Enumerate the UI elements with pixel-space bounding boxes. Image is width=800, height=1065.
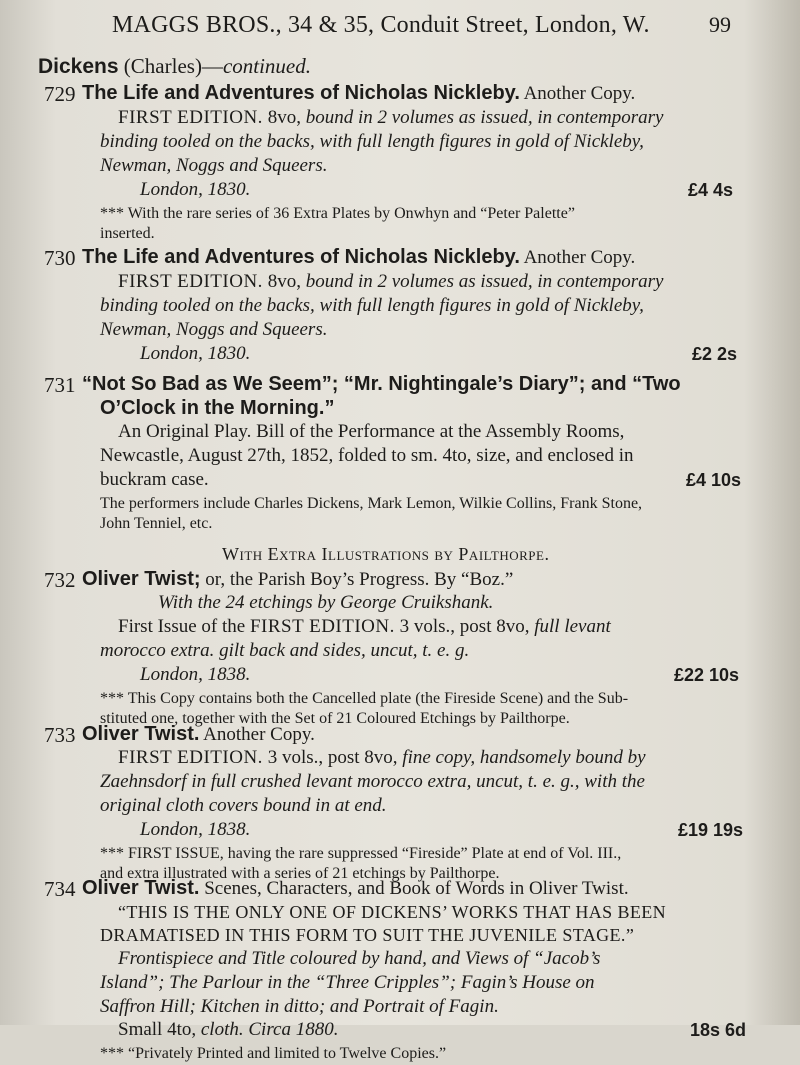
binding-text: fine copy, handsomely bound by — [402, 747, 646, 768]
binding-text: bound in 2 volumes as issued, in contemporary — [305, 107, 664, 128]
entry-title: “Not So Bad as We Seem”; “Mr. Nightingale’s Diary”; and “Two — [82, 373, 681, 395]
subsection-heading: With Extra Illustrations by Pailthorpe. — [222, 544, 550, 564]
binding-text: full levant — [534, 616, 611, 637]
entry-title: The Life and Adventures of Nicholas Nickleby. — [82, 82, 520, 104]
entry-number: 730 — [44, 246, 76, 270]
entry-note: stituted one, together with the Set of 21 Coloured Etchings by Pailthorpe. — [100, 710, 570, 727]
entry-quote-line: “THIS IS THE ONLY ONE OF DICKENS’ WORKS THAT HAS BEEN — [118, 902, 667, 922]
author-heading — [38, 54, 311, 79]
entry-description-line: With the 24 etchings by George Cruikshank. — [158, 592, 494, 613]
entry-subtitle: or, the Parish Boy’s Progress. By “Boz.” — [205, 569, 514, 590]
entry-note: *** This Copy contains both the Cancelled plate (the Fireside Scene) and the Sub- — [100, 690, 629, 707]
entry-title: Oliver Twist. — [82, 877, 200, 899]
price: 18s 6d — [690, 1020, 747, 1040]
entry-title: Oliver Twist. — [82, 723, 200, 745]
entry-description-line: Island”; The Parlour in the “Three Cripples”; Fagin’s House on — [100, 972, 595, 993]
entry-description-line — [118, 747, 646, 769]
entry-description-line: binding tooled on the backs, with full length figures in gold of Nickleby, — [100, 131, 644, 152]
entry-number: 734 — [44, 877, 76, 901]
page-header — [0, 6, 800, 46]
entry-note: inserted. — [100, 225, 155, 242]
format-text: 8vo, — [267, 271, 301, 292]
entry-title-continued: O’Clock in the Morning.” — [100, 397, 335, 419]
edition-label: FIRST EDITION. — [118, 271, 263, 292]
price: £4 4s — [688, 180, 734, 200]
entry-description-line: binding tooled on the backs, with full length figures in gold of Nickleby, — [100, 295, 644, 316]
price: £4 10s — [686, 470, 742, 490]
entry-title-line — [82, 568, 513, 591]
running-head: MAGGS BROS., 34 & 35, Conduit Street, London, W. — [112, 12, 650, 38]
binding-text: cloth. — [200, 1019, 244, 1040]
imprint: London, 1838. — [140, 664, 251, 685]
entry-quote-line: DRAMATISED IN THIS FORM TO SUIT THE JUVENILE STAGE.” — [100, 925, 635, 945]
author-name-rest: (Charles)— — [123, 54, 223, 78]
entry-note: *** “Privately Printed and limited to Twelve Copies.” — [100, 1045, 447, 1062]
page-number: 99 — [709, 12, 731, 37]
price: £19 19s — [678, 820, 744, 840]
entry-note: *** FIRST ISSUE, having the rare suppressed “Fireside” Plate at end of Vol. III., — [100, 845, 622, 862]
imprint: London, 1838. — [140, 819, 251, 840]
date-text: Circa 1880. — [248, 1019, 339, 1040]
edition-label: FIRST EDITION. — [249, 616, 395, 637]
entry-title-line — [82, 82, 635, 105]
entry-number: 731 — [44, 373, 76, 397]
continued-label: continued. — [222, 54, 311, 78]
entry-description-line: Zaehnsdorf in full crushed levant morocco extra, uncut, t. e. g., with the — [100, 771, 645, 792]
entry-description-line: Saffron Hill; Kitchen in ditto; and Portrait of Fagin. — [100, 996, 499, 1017]
entry-note: The performers include Charles Dickens, Mark Lemon, Wilkie Collins, Frank Stone, — [100, 495, 643, 512]
format-text: 8vo, — [267, 107, 301, 128]
entry-note: John Tenniel, etc. — [100, 515, 213, 532]
issue-text: First Issue of the — [118, 616, 246, 637]
entry-note: *** With the rare series of 36 Extra Plates by Onwhyn and “Peter Palette” — [100, 205, 575, 222]
entry-description-line — [118, 107, 664, 129]
format-text: 3 vols., post 8vo, — [399, 616, 530, 637]
format-text: 3 vols., post 8vo, — [267, 747, 398, 768]
edition-label: FIRST EDITION. — [118, 747, 263, 768]
entry-title: The Life and Adventures of Nicholas Nickleby. — [82, 246, 520, 268]
entry-title-line — [82, 877, 629, 900]
entry-number: 733 — [44, 723, 76, 747]
entry-description-line — [118, 1019, 338, 1041]
entry-title-line — [82, 723, 315, 746]
entry-number: 729 — [44, 82, 76, 106]
entry-subtitle: Another Copy. — [203, 724, 315, 745]
entry-subtitle: Another Copy. — [523, 83, 636, 104]
entry-description-line — [118, 271, 664, 293]
edition-label: FIRST EDITION. — [118, 107, 263, 128]
entry-description-line: morocco extra. gilt back and sides, uncut, t. e. g. — [100, 640, 470, 661]
price: £2 2s — [692, 344, 738, 364]
entry-description-line: Newman, Noggs and Squeers. — [100, 319, 328, 340]
entry-number: 732 — [44, 568, 76, 592]
entry-description-line: original cloth covers bound in at end. — [100, 795, 387, 816]
entry-note: and extra illustrated with a series of 21 etchings by Pailthorpe. — [100, 865, 500, 882]
imprint: London, 1830. — [140, 343, 251, 364]
entry-description-line: Newman, Noggs and Squeers. — [100, 155, 328, 176]
entry-description-line: An Original Play. Bill of the Performance at the Assembly Rooms, — [118, 421, 625, 442]
binding-text: bound in 2 volumes as issued, in contemporary — [305, 271, 664, 292]
format-text: Small 4to, — [118, 1019, 197, 1040]
entry-title: Oliver Twist; — [82, 568, 201, 590]
imprint: London, 1830. — [140, 179, 251, 200]
entry-description-line — [118, 616, 611, 638]
entry-description-line: Newcastle, August 27th, 1852, folded to sm. 4to, size, and enclosed in — [100, 445, 634, 466]
entry-title-line — [82, 246, 635, 269]
entry-subtitle: Another Copy. — [523, 247, 636, 268]
author-name: Dickens — [38, 55, 119, 78]
entry-description-line: Frontispiece and Title coloured by hand, and Views of “Jacob’s — [118, 948, 601, 969]
entry-description-line: buckram case. — [100, 469, 209, 490]
price: £22 10s — [674, 665, 740, 685]
entry-subtitle: Scenes, Characters, and Book of Words in Oliver Twist. — [204, 878, 629, 899]
